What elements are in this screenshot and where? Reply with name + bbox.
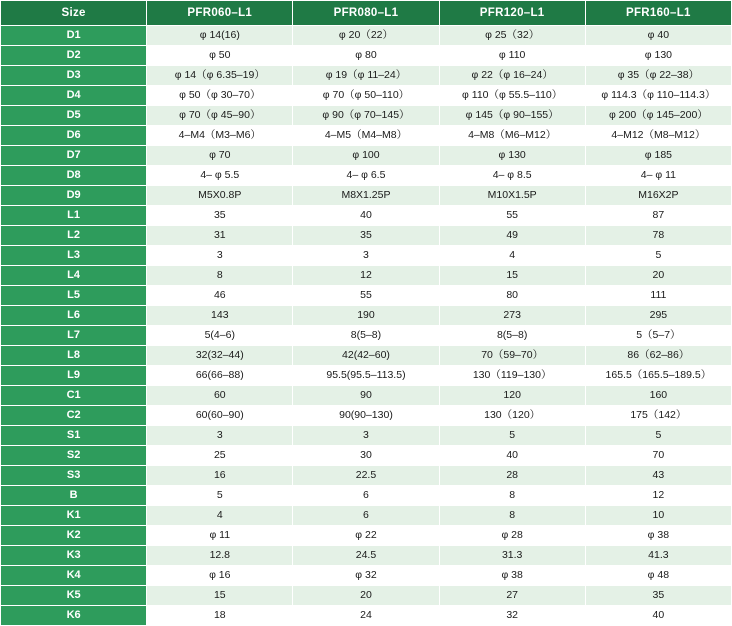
row-label: S1 [1, 426, 147, 446]
table-cell: 5(4–6) [147, 326, 293, 346]
table-row [1, 26, 732, 46]
table-cell: M16X2P [585, 186, 731, 206]
table-cell: 111 [585, 286, 731, 306]
table-row [1, 466, 732, 486]
table-row [1, 86, 732, 106]
table-cell: 35 [147, 206, 293, 226]
table-cell: 120 [439, 386, 585, 406]
table-cell: φ 38 [585, 526, 731, 546]
table-cell: 30 [293, 446, 439, 466]
row-label: D8 [1, 166, 147, 186]
table-cell: φ 16 [147, 566, 293, 586]
table-cell: φ 110（φ 55.5–110） [439, 86, 585, 106]
table-row [1, 506, 732, 526]
table-cell: φ 22（φ 16–24） [439, 66, 585, 86]
table-cell: 55 [293, 286, 439, 306]
table-row [1, 206, 732, 226]
table-cell: 6 [293, 506, 439, 526]
table-cell: 55 [439, 206, 585, 226]
table-cell: 43 [585, 466, 731, 486]
table-cell: 20 [585, 266, 731, 286]
table-cell: 80 [439, 286, 585, 306]
table-cell: φ 35（φ 22–38） [585, 66, 731, 86]
table-cell: 3 [293, 426, 439, 446]
table-cell: 12 [293, 266, 439, 286]
table-cell: 10 [585, 506, 731, 526]
table-header-row [1, 1, 732, 26]
table-cell: 5 [147, 486, 293, 506]
table-header [1, 1, 732, 26]
table-cell: φ 40 [585, 26, 731, 46]
row-label: C2 [1, 406, 147, 426]
row-label: K5 [1, 586, 147, 606]
table-row [1, 286, 732, 306]
table-cell: 4–M8（M6–M12） [439, 126, 585, 146]
table-cell: 87 [585, 206, 731, 226]
table-cell: 8(5–8) [293, 326, 439, 346]
row-label: L4 [1, 266, 147, 286]
row-label: D5 [1, 106, 147, 126]
table-cell: φ 14（φ 6.35–19） [147, 66, 293, 86]
table-row [1, 46, 732, 66]
table-cell: 4– φ 5.5 [147, 166, 293, 186]
table-row [1, 66, 732, 86]
table-cell: 12.8 [147, 546, 293, 566]
row-label: C1 [1, 386, 147, 406]
table-cell: φ 32 [293, 566, 439, 586]
table-cell: 86（62–86） [585, 346, 731, 366]
table-cell: 295 [585, 306, 731, 326]
table-cell: 78 [585, 226, 731, 246]
row-label: K1 [1, 506, 147, 526]
table-cell: φ 200（φ 145–200） [585, 106, 731, 126]
row-label: L2 [1, 226, 147, 246]
table-cell: 32 [439, 606, 585, 626]
table-cell: 4– φ 8.5 [439, 166, 585, 186]
table-cell: 31 [147, 226, 293, 246]
table-cell: 4–M4（M3–M6） [147, 126, 293, 146]
row-label: D7 [1, 146, 147, 166]
table-cell: 24.5 [293, 546, 439, 566]
table-cell: 24 [293, 606, 439, 626]
table-cell: 95.5(95.5–113.5) [293, 366, 439, 386]
row-label: S2 [1, 446, 147, 466]
table-cell: φ 185 [585, 146, 731, 166]
table-cell: φ 11 [147, 526, 293, 546]
table-row [1, 406, 732, 426]
table-cell: 12 [585, 486, 731, 506]
table-row [1, 546, 732, 566]
row-label: L1 [1, 206, 147, 226]
table-cell: φ 100 [293, 146, 439, 166]
table-row [1, 366, 732, 386]
row-label: L7 [1, 326, 147, 346]
table-cell: 5（5–7） [585, 326, 731, 346]
table-cell: 130（120） [439, 406, 585, 426]
table-cell: M10X1.5P [439, 186, 585, 206]
table-cell: M5X0.8P [147, 186, 293, 206]
table-cell: 28 [439, 466, 585, 486]
row-label: L6 [1, 306, 147, 326]
row-label: D9 [1, 186, 147, 206]
table-cell: 46 [147, 286, 293, 306]
table-cell: 40 [439, 446, 585, 466]
row-label: D1 [1, 26, 147, 46]
table-row [1, 226, 732, 246]
table-cell: φ 14(16) [147, 26, 293, 46]
table-body [1, 26, 732, 626]
column-header-pfr160: PFR160–L1 [585, 1, 731, 26]
table-cell: φ 48 [585, 566, 731, 586]
table-cell: φ 70（φ 50–110） [293, 86, 439, 106]
column-header-pfr120: PFR120–L1 [439, 1, 585, 26]
row-label: D4 [1, 86, 147, 106]
table-cell: 49 [439, 226, 585, 246]
table-cell: φ 130 [585, 46, 731, 66]
table-row [1, 346, 732, 366]
table-row [1, 166, 732, 186]
row-label: D2 [1, 46, 147, 66]
row-label: K3 [1, 546, 147, 566]
table-cell: 3 [147, 246, 293, 266]
table-cell: 190 [293, 306, 439, 326]
table-cell: φ 114.3（φ 110–114.3） [585, 86, 731, 106]
row-label: B [1, 486, 147, 506]
row-label: D6 [1, 126, 147, 146]
table-cell: 15 [147, 586, 293, 606]
row-label: L5 [1, 286, 147, 306]
table-cell: φ 70（φ 45–90） [147, 106, 293, 126]
table-row [1, 586, 732, 606]
table-row [1, 326, 732, 346]
table-cell: φ 22 [293, 526, 439, 546]
table-cell: 25 [147, 446, 293, 466]
table-cell: 160 [585, 386, 731, 406]
table-cell: 3 [293, 246, 439, 266]
table-cell: 31.3 [439, 546, 585, 566]
table-cell: 15 [439, 266, 585, 286]
table-cell: φ 130 [439, 146, 585, 166]
table-cell: φ 80 [293, 46, 439, 66]
table-cell: φ 50（φ 30–70） [147, 86, 293, 106]
table-cell: 32(32–44) [147, 346, 293, 366]
row-label: K2 [1, 526, 147, 546]
table-row [1, 246, 732, 266]
table-cell: 90 [293, 386, 439, 406]
row-label: K4 [1, 566, 147, 586]
table-cell: 22.5 [293, 466, 439, 486]
column-header-size: Size [1, 1, 147, 26]
table-cell: 175（142） [585, 406, 731, 426]
table-cell: φ 90（φ 70–145） [293, 106, 439, 126]
table-cell: 27 [439, 586, 585, 606]
table-row [1, 106, 732, 126]
column-header-pfr080: PFR080–L1 [293, 1, 439, 26]
table-cell: 20 [293, 586, 439, 606]
row-label: K6 [1, 606, 147, 626]
table-cell: 60(60–90) [147, 406, 293, 426]
table-cell: 4–M5（M4–M8） [293, 126, 439, 146]
table-row [1, 146, 732, 166]
row-label: L9 [1, 366, 147, 386]
table-cell: 60 [147, 386, 293, 406]
table-cell: 35 [585, 586, 731, 606]
table-cell: 4–M12（M8–M12） [585, 126, 731, 146]
table-cell: 40 [585, 606, 731, 626]
table-cell: 5 [439, 426, 585, 446]
table-cell: 8 [439, 486, 585, 506]
table-cell: 3 [147, 426, 293, 446]
table-row [1, 126, 732, 146]
table-cell: 70 [585, 446, 731, 466]
table-cell: 130（119–130） [439, 366, 585, 386]
table-cell: 42(42–60) [293, 346, 439, 366]
table-row [1, 566, 732, 586]
row-label: L8 [1, 346, 147, 366]
table-cell: 4– φ 11 [585, 166, 731, 186]
table-cell: φ 70 [147, 146, 293, 166]
table-row [1, 606, 732, 626]
table-cell: 8(5–8) [439, 326, 585, 346]
table-cell: 4 [147, 506, 293, 526]
row-label: L3 [1, 246, 147, 266]
table-cell: 4– φ 6.5 [293, 166, 439, 186]
table-cell: 90(90–130) [293, 406, 439, 426]
table-cell: 165.5（165.5–189.5） [585, 366, 731, 386]
table-cell: φ 20（22） [293, 26, 439, 46]
table-cell: 16 [147, 466, 293, 486]
table-cell: φ 25（32） [439, 26, 585, 46]
table-cell: 273 [439, 306, 585, 326]
table-cell: 5 [585, 246, 731, 266]
table-row [1, 266, 732, 286]
table-cell: 6 [293, 486, 439, 506]
table-cell: 18 [147, 606, 293, 626]
table-cell: φ 110 [439, 46, 585, 66]
table-cell: 8 [439, 506, 585, 526]
table-cell: 5 [585, 426, 731, 446]
table-cell: 66(66–88) [147, 366, 293, 386]
table-row [1, 526, 732, 546]
table-cell: φ 145（φ 90–155） [439, 106, 585, 126]
table-cell: 143 [147, 306, 293, 326]
table-cell: 4 [439, 246, 585, 266]
table-row [1, 446, 732, 466]
table-cell: φ 19（φ 11–24） [293, 66, 439, 86]
table-cell: 41.3 [585, 546, 731, 566]
table-row [1, 306, 732, 326]
table-cell: 40 [293, 206, 439, 226]
row-label: S3 [1, 466, 147, 486]
table-cell: 70（59–70） [439, 346, 585, 366]
row-label: D3 [1, 66, 147, 86]
table-cell: φ 38 [439, 566, 585, 586]
table-row [1, 426, 732, 446]
table-row [1, 186, 732, 206]
table-cell: φ 28 [439, 526, 585, 546]
table-row [1, 486, 732, 506]
table-cell: 8 [147, 266, 293, 286]
table-cell: M8X1.25P [293, 186, 439, 206]
table-cell: 35 [293, 226, 439, 246]
column-header-pfr060: PFR060–L1 [147, 1, 293, 26]
table-cell: φ 50 [147, 46, 293, 66]
table-row [1, 386, 732, 406]
